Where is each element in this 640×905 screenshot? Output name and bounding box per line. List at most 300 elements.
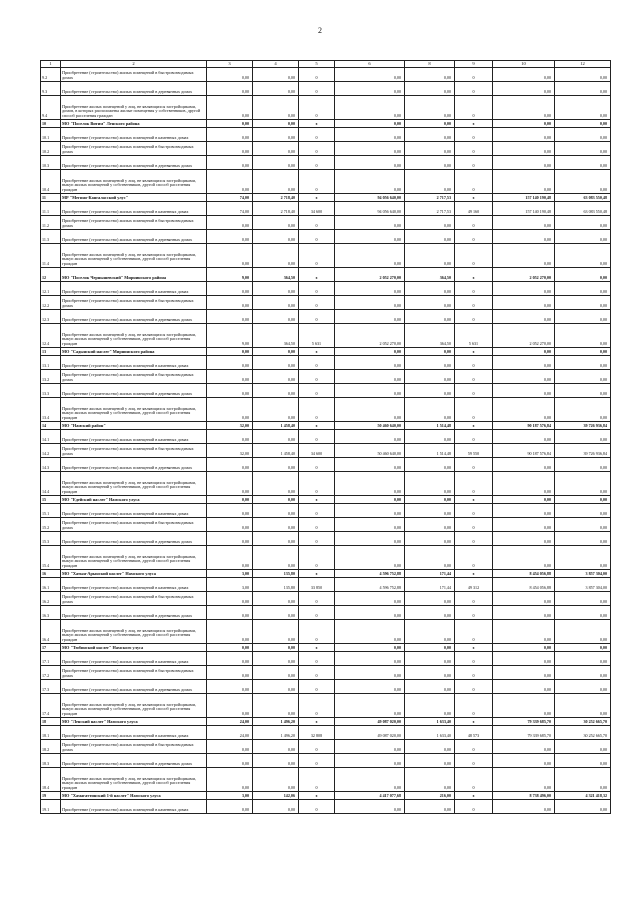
value-cell: 0,00 bbox=[555, 740, 611, 754]
value-cell: 90 187 576,84 bbox=[493, 444, 555, 458]
value-cell: 0 bbox=[299, 282, 335, 296]
value-cell: 0,00 bbox=[493, 620, 555, 644]
description-cell: Приобретение (строительство) жилых помещений в каменных домах bbox=[61, 726, 207, 740]
description-cell: Приобретение (строительство) жилых помещений в каменных домах bbox=[61, 430, 207, 444]
row-number-cell: 19 bbox=[41, 792, 61, 800]
value-cell: 0,00 bbox=[207, 496, 253, 504]
table-row bbox=[41, 170, 611, 194]
value-cell: 0,00 bbox=[253, 128, 299, 142]
value-cell: 0,00 bbox=[555, 268, 611, 282]
value-cell: 364,50 bbox=[253, 324, 299, 348]
value-cell: 0,00 bbox=[555, 592, 611, 606]
value-cell: 0,00 bbox=[405, 532, 455, 546]
value-cell: 0,00 bbox=[253, 348, 299, 356]
row-number-cell: 18.3 bbox=[41, 754, 61, 768]
value-cell: 0,00 bbox=[207, 296, 253, 310]
value-cell: 0,00 bbox=[555, 694, 611, 718]
value-cell: 2 718,40 bbox=[253, 202, 299, 216]
column-number-row bbox=[41, 61, 611, 68]
value-cell: 157 140 190,48 bbox=[493, 194, 555, 202]
description-cell: МО "Хамагаттинский 1-й наслег" Намского улуса bbox=[61, 792, 207, 800]
value-cell: 0,00 bbox=[335, 128, 405, 142]
value-cell: 34 600 bbox=[299, 202, 335, 216]
value-cell: 0,00 bbox=[335, 356, 405, 370]
value-cell: 0 bbox=[455, 170, 493, 194]
value-cell: 49 160 bbox=[455, 202, 493, 216]
value-cell: 0,00 bbox=[493, 310, 555, 324]
value-cell: 0,00 bbox=[335, 170, 405, 194]
value-cell: 4 596 752,88 bbox=[335, 578, 405, 592]
value-cell: 0,00 bbox=[335, 348, 405, 356]
row-number-cell: 18.2 bbox=[41, 740, 61, 754]
row-number-cell: 9.2 bbox=[41, 68, 61, 82]
value-cell: 8 454 056,88 bbox=[493, 578, 555, 592]
value-cell: x bbox=[455, 644, 493, 652]
row-number-cell: 15.1 bbox=[41, 504, 61, 518]
value-cell: 24,00 bbox=[207, 726, 253, 740]
column-number-cell: 4 bbox=[253, 61, 299, 68]
value-cell: 0,00 bbox=[405, 82, 455, 96]
value-cell: x bbox=[455, 792, 493, 800]
value-cell: 0,00 bbox=[207, 142, 253, 156]
value-cell: 0 bbox=[455, 142, 493, 156]
value-cell: 2 052 270,00 bbox=[493, 324, 555, 348]
value-cell: 0,00 bbox=[335, 592, 405, 606]
table-row bbox=[41, 310, 611, 324]
value-cell: 49 087 020,00 bbox=[335, 726, 405, 740]
value-cell: 0,00 bbox=[207, 666, 253, 680]
description-cell: Приобретение (строительство) жилых помещений в каменных домах bbox=[61, 504, 207, 518]
value-cell: 0,00 bbox=[405, 592, 455, 606]
description-cell: Приобретение жилых помещений у лиц, не являющихся застройщиками, выкуп жилых помещений у собственников, другой способ расселения граждан bbox=[61, 472, 207, 496]
value-cell: 0,00 bbox=[253, 142, 299, 156]
value-cell: 0,00 bbox=[253, 282, 299, 296]
value-cell: 0,00 bbox=[253, 504, 299, 518]
table-row bbox=[41, 504, 611, 518]
table-row bbox=[41, 156, 611, 170]
value-cell: 0 bbox=[455, 282, 493, 296]
value-cell: 0,00 bbox=[555, 230, 611, 244]
value-cell: 3,00 bbox=[207, 792, 253, 800]
value-cell: x bbox=[455, 268, 493, 282]
value-cell: 0,00 bbox=[493, 128, 555, 142]
value-cell: 0 bbox=[299, 156, 335, 170]
value-cell: 0,00 bbox=[405, 644, 455, 652]
value-cell: 0,00 bbox=[207, 644, 253, 652]
value-cell: 0 bbox=[455, 620, 493, 644]
row-number-cell: 16.2 bbox=[41, 592, 61, 606]
value-cell: 0,00 bbox=[207, 356, 253, 370]
description-cell: Приобретение (строительство) жилых помещений в каменных домах bbox=[61, 578, 207, 592]
value-cell: 0,00 bbox=[335, 216, 405, 230]
value-cell: 50 460 640,00 bbox=[335, 444, 405, 458]
value-cell: 0,00 bbox=[555, 472, 611, 496]
value-cell: 0 bbox=[455, 532, 493, 546]
row-number-cell: 9.4 bbox=[41, 96, 61, 120]
value-cell: 0,00 bbox=[493, 606, 555, 620]
value-cell: x bbox=[455, 348, 493, 356]
value-cell: 0,00 bbox=[555, 244, 611, 268]
value-cell: 34 600 bbox=[299, 444, 335, 458]
row-number-cell: 11.1 bbox=[41, 202, 61, 216]
value-cell: 63 083 550,48 bbox=[555, 202, 611, 216]
description-cell: Приобретение (строительство) жилых помещений в деревянных домах bbox=[61, 606, 207, 620]
value-cell: 0,00 bbox=[405, 310, 455, 324]
value-cell: 0,00 bbox=[207, 680, 253, 694]
value-cell: 0,00 bbox=[555, 680, 611, 694]
value-cell: 0,00 bbox=[405, 296, 455, 310]
value-cell: 0 bbox=[299, 652, 335, 666]
municipality-row bbox=[41, 120, 611, 128]
value-cell: 0,00 bbox=[335, 472, 405, 496]
value-cell: 0,00 bbox=[493, 244, 555, 268]
value-cell: 0,00 bbox=[493, 496, 555, 504]
row-number-cell: 14.4 bbox=[41, 472, 61, 496]
value-cell: 0,00 bbox=[207, 68, 253, 82]
value-cell: 0,00 bbox=[555, 356, 611, 370]
value-cell: 0,00 bbox=[253, 370, 299, 384]
value-cell: 0,00 bbox=[493, 370, 555, 384]
description-cell: Приобретение (строительство) жилых помещений в быстровозводимых домах bbox=[61, 142, 207, 156]
value-cell: 0 bbox=[455, 96, 493, 120]
value-cell: 0,00 bbox=[405, 740, 455, 754]
row-number-cell: 11.2 bbox=[41, 216, 61, 230]
row-number-cell: 11.3 bbox=[41, 230, 61, 244]
value-cell: 0 bbox=[455, 740, 493, 754]
table-row bbox=[41, 740, 611, 754]
value-cell: 0 bbox=[455, 592, 493, 606]
row-number-cell: 12 bbox=[41, 268, 61, 282]
value-cell: 32,00 bbox=[207, 444, 253, 458]
value-cell: 0 bbox=[299, 740, 335, 754]
value-cell: 0,00 bbox=[207, 606, 253, 620]
value-cell: 0 bbox=[455, 694, 493, 718]
value-cell: 0,00 bbox=[405, 504, 455, 518]
value-cell: 79 339 685,70 bbox=[493, 718, 555, 726]
description-cell: Приобретение (строительство) жилых помещений в каменных домах bbox=[61, 652, 207, 666]
description-cell: Приобретение (строительство) жилых помещений в деревянных домах bbox=[61, 230, 207, 244]
value-cell: 0,00 bbox=[335, 800, 405, 814]
value-cell: 0,00 bbox=[253, 768, 299, 792]
table-row bbox=[41, 546, 611, 570]
value-cell: 0,00 bbox=[405, 546, 455, 570]
value-cell: 0,00 bbox=[405, 694, 455, 718]
value-cell: 0,00 bbox=[405, 384, 455, 398]
value-cell: 39 726 936,84 bbox=[555, 444, 611, 458]
value-cell: 0,00 bbox=[207, 96, 253, 120]
value-cell: 0,00 bbox=[555, 348, 611, 356]
value-cell: 4 321 418,32 bbox=[555, 792, 611, 800]
table-row bbox=[41, 82, 611, 96]
row-number-cell: 14 bbox=[41, 422, 61, 430]
row-number-cell: 10.1 bbox=[41, 128, 61, 142]
value-cell: 1 496,20 bbox=[253, 718, 299, 726]
value-cell: 1 496,20 bbox=[253, 726, 299, 740]
value-cell: 0,00 bbox=[207, 82, 253, 96]
row-number-cell: 10.2 bbox=[41, 142, 61, 156]
value-cell: 9,00 bbox=[207, 268, 253, 282]
value-cell: 0,00 bbox=[555, 370, 611, 384]
value-cell: 0,00 bbox=[207, 740, 253, 754]
value-cell: 0,00 bbox=[555, 398, 611, 422]
value-cell: 0,00 bbox=[493, 120, 555, 128]
description-cell: Приобретение жилых помещений у лиц, не являющихся застройщиками, выкуп жилых помещений у собственников, другой способ расселения граждан bbox=[61, 546, 207, 570]
row-number-cell: 12.2 bbox=[41, 296, 61, 310]
value-cell: 0 bbox=[455, 800, 493, 814]
description-cell: Приобретение жилых помещений у лиц, не являющихся застройщиками, выкуп жилых помещений у собственников, другой способ расселения граждан bbox=[61, 244, 207, 268]
value-cell: 0 bbox=[299, 384, 335, 398]
row-number-cell: 13.4 bbox=[41, 398, 61, 422]
description-cell: Приобретение (строительство) жилых помещений в каменных домах bbox=[61, 800, 207, 814]
value-cell: 0,00 bbox=[335, 142, 405, 156]
value-cell: 0,00 bbox=[335, 532, 405, 546]
table-row bbox=[41, 324, 611, 348]
value-cell: 63 083 550,48 bbox=[555, 194, 611, 202]
description-cell: МО "Ленский наслег" Намского улуса bbox=[61, 718, 207, 726]
value-cell: 0,00 bbox=[335, 430, 405, 444]
value-cell: 0,00 bbox=[405, 800, 455, 814]
value-cell: 0,00 bbox=[493, 694, 555, 718]
value-cell: 0 bbox=[455, 768, 493, 792]
row-number-cell: 16.1 bbox=[41, 578, 61, 592]
value-cell: 0 bbox=[299, 244, 335, 268]
row-number-cell: 12.1 bbox=[41, 282, 61, 296]
value-cell: 0,00 bbox=[207, 244, 253, 268]
value-cell: 0,00 bbox=[253, 592, 299, 606]
value-cell: 0 bbox=[455, 82, 493, 96]
value-cell: 0,00 bbox=[555, 606, 611, 620]
description-cell: Приобретение (строительство) жилых помещений в быстровозводимых домах bbox=[61, 68, 207, 82]
value-cell: 135,80 bbox=[253, 578, 299, 592]
value-cell: 0,00 bbox=[493, 230, 555, 244]
value-cell: 8 454 056,88 bbox=[493, 570, 555, 578]
municipality-row bbox=[41, 422, 611, 430]
value-cell: 0,00 bbox=[493, 458, 555, 472]
value-cell: 0 bbox=[455, 652, 493, 666]
value-cell: 0 bbox=[299, 546, 335, 570]
value-cell: 0,00 bbox=[493, 754, 555, 768]
row-number-cell: 17.1 bbox=[41, 652, 61, 666]
value-cell: 0,00 bbox=[253, 620, 299, 644]
value-cell: 0,00 bbox=[405, 156, 455, 170]
page-number: 2 bbox=[318, 26, 322, 35]
value-cell: 2 052 270,00 bbox=[335, 324, 405, 348]
column-number-cell: 5 bbox=[299, 61, 335, 68]
value-cell: x bbox=[299, 718, 335, 726]
value-cell: 0 bbox=[455, 606, 493, 620]
value-cell: 0,00 bbox=[335, 96, 405, 120]
description-cell: Приобретение (строительство) жилых помещений в быстровозводимых домах bbox=[61, 740, 207, 754]
value-cell: 9,00 bbox=[207, 324, 253, 348]
value-cell: 0 bbox=[299, 128, 335, 142]
description-cell: Приобретение (строительство) жилых помещений в быстровозводимых домах bbox=[61, 296, 207, 310]
description-cell: МО "Садынский наслег" Мирнинского района bbox=[61, 348, 207, 356]
value-cell: 0,00 bbox=[207, 800, 253, 814]
value-cell: 0,00 bbox=[207, 310, 253, 324]
value-cell: x bbox=[299, 348, 335, 356]
value-cell: 171,44 bbox=[405, 578, 455, 592]
table-row bbox=[41, 726, 611, 740]
value-cell: 0 bbox=[299, 170, 335, 194]
value-cell: 0 bbox=[455, 472, 493, 496]
description-cell: Приобретение (строительство) жилых помещений в каменных домах bbox=[61, 282, 207, 296]
description-cell: Приобретение (строительство) жилых помещений в деревянных домах bbox=[61, 754, 207, 768]
value-cell: 0,00 bbox=[253, 518, 299, 532]
value-cell: 0 bbox=[299, 768, 335, 792]
value-cell: 0,00 bbox=[207, 282, 253, 296]
value-cell: 0,00 bbox=[207, 348, 253, 356]
value-cell: 0 bbox=[455, 398, 493, 422]
row-number-cell: 13.3 bbox=[41, 384, 61, 398]
value-cell: 0,00 bbox=[555, 296, 611, 310]
value-cell: 0,00 bbox=[493, 472, 555, 496]
value-cell: 0,00 bbox=[493, 398, 555, 422]
description-cell: Приобретение (строительство) жилых помещений в деревянных домах bbox=[61, 156, 207, 170]
value-cell: 0,00 bbox=[335, 644, 405, 652]
value-cell: 94 056 640,00 bbox=[335, 202, 405, 216]
value-cell: 0,00 bbox=[253, 244, 299, 268]
value-cell: 1 458,40 bbox=[253, 422, 299, 430]
value-cell: 0,00 bbox=[335, 496, 405, 504]
value-cell: 1 514,48 bbox=[405, 422, 455, 430]
value-cell: 90 187 576,84 bbox=[493, 422, 555, 430]
value-cell: 0 bbox=[455, 666, 493, 680]
value-cell: 0,00 bbox=[335, 398, 405, 422]
value-cell: 5 631 bbox=[299, 324, 335, 348]
value-cell: 0,00 bbox=[493, 768, 555, 792]
value-cell: 0,00 bbox=[493, 504, 555, 518]
value-cell: 3,00 bbox=[207, 570, 253, 578]
description-cell: Приобретение жилых помещений у лиц, не являющихся застройщиками, выкуп жилых помещений у собственников, другой способ расселения граждан bbox=[61, 324, 207, 348]
value-cell: 0,00 bbox=[335, 68, 405, 82]
value-cell: 0,00 bbox=[555, 216, 611, 230]
column-number-cell: 6 bbox=[335, 61, 405, 68]
value-cell: 0,00 bbox=[335, 504, 405, 518]
row-number-cell: 13.2 bbox=[41, 370, 61, 384]
value-cell: 0,00 bbox=[335, 296, 405, 310]
description-cell: Приобретение (строительство) жилых помещений в деревянных домах bbox=[61, 82, 207, 96]
value-cell: 0,00 bbox=[335, 458, 405, 472]
value-cell: 0 bbox=[455, 310, 493, 324]
value-cell: 30 252 665,70 bbox=[555, 718, 611, 726]
table-row bbox=[41, 96, 611, 120]
table-row bbox=[41, 694, 611, 718]
value-cell: 0,00 bbox=[335, 620, 405, 644]
table-row bbox=[41, 296, 611, 310]
value-cell: 0,00 bbox=[555, 142, 611, 156]
value-cell: 0,00 bbox=[207, 754, 253, 768]
value-cell: 0,00 bbox=[405, 430, 455, 444]
value-cell: 0,00 bbox=[493, 356, 555, 370]
value-cell: 0,00 bbox=[555, 458, 611, 472]
value-cell: 0,00 bbox=[493, 666, 555, 680]
table-row bbox=[41, 202, 611, 216]
value-cell: 8 738 496,00 bbox=[493, 792, 555, 800]
value-cell: 0,00 bbox=[335, 666, 405, 680]
value-cell: 0 bbox=[299, 532, 335, 546]
value-cell: 0,00 bbox=[555, 170, 611, 194]
description-cell: Приобретение (строительство) жилых помещений в быстровозводимых домах bbox=[61, 518, 207, 532]
description-cell: МО "Поселок Витим" Ленского района bbox=[61, 120, 207, 128]
row-number-cell: 10.3 bbox=[41, 156, 61, 170]
value-cell: 0,00 bbox=[493, 592, 555, 606]
row-number-cell: 10 bbox=[41, 120, 61, 128]
value-cell: 0,00 bbox=[405, 472, 455, 496]
column-number-cell: 2 bbox=[61, 61, 207, 68]
value-cell: 1 458,40 bbox=[253, 444, 299, 458]
value-cell: 0,00 bbox=[207, 592, 253, 606]
description-cell: Приобретение (строительство) жилых помещений в деревянных домах bbox=[61, 384, 207, 398]
value-cell: 32,00 bbox=[207, 422, 253, 430]
row-number-cell: 17.3 bbox=[41, 680, 61, 694]
value-cell: 0,00 bbox=[405, 120, 455, 128]
column-number-cell: 9 bbox=[455, 61, 493, 68]
value-cell: 364,50 bbox=[253, 268, 299, 282]
description-cell: Приобретение (строительство) жилых помещений в деревянных домах bbox=[61, 310, 207, 324]
description-cell: Приобретение (строительство) жилых помещений в быстровозводимых домах bbox=[61, 666, 207, 680]
value-cell: 0,00 bbox=[405, 96, 455, 120]
row-number-cell: 15 bbox=[41, 496, 61, 504]
value-cell: 0,00 bbox=[493, 740, 555, 754]
value-cell: 0,00 bbox=[253, 458, 299, 472]
value-cell: 157 140 190,48 bbox=[493, 202, 555, 216]
value-cell: 0,00 bbox=[555, 620, 611, 644]
table-row bbox=[41, 680, 611, 694]
resettlement-table bbox=[40, 60, 611, 814]
value-cell: 0 bbox=[455, 458, 493, 472]
table-row bbox=[41, 282, 611, 296]
value-cell: 0,00 bbox=[555, 532, 611, 546]
table-row bbox=[41, 230, 611, 244]
value-cell: 0,00 bbox=[207, 546, 253, 570]
column-number-cell: 8 bbox=[405, 61, 455, 68]
value-cell: 0,00 bbox=[555, 120, 611, 128]
value-cell: 0,00 bbox=[253, 652, 299, 666]
value-cell: 0,00 bbox=[253, 546, 299, 570]
row-number-cell: 17.2 bbox=[41, 666, 61, 680]
value-cell: 0 bbox=[455, 68, 493, 82]
row-number-cell: 13 bbox=[41, 348, 61, 356]
value-cell: 0,00 bbox=[555, 384, 611, 398]
value-cell: 0,00 bbox=[493, 546, 555, 570]
table-row bbox=[41, 370, 611, 384]
value-cell: 0,00 bbox=[405, 652, 455, 666]
table-row bbox=[41, 754, 611, 768]
row-number-cell: 12.3 bbox=[41, 310, 61, 324]
value-cell: 0,00 bbox=[335, 680, 405, 694]
value-cell: 0 bbox=[299, 96, 335, 120]
value-cell: 0,00 bbox=[207, 620, 253, 644]
value-cell: 0,00 bbox=[335, 120, 405, 128]
value-cell: 0,00 bbox=[493, 170, 555, 194]
value-cell: 0,00 bbox=[555, 518, 611, 532]
table-row bbox=[41, 472, 611, 496]
value-cell: 0 bbox=[455, 356, 493, 370]
value-cell: 39 726 936,84 bbox=[555, 422, 611, 430]
value-cell: 0,00 bbox=[253, 694, 299, 718]
value-cell: 0 bbox=[455, 754, 493, 768]
table-row bbox=[41, 768, 611, 792]
value-cell: 0,00 bbox=[207, 120, 253, 128]
value-cell: 0,00 bbox=[253, 310, 299, 324]
value-cell: 4 417 077,68 bbox=[335, 792, 405, 800]
value-cell: 0,00 bbox=[335, 370, 405, 384]
value-cell: 59 550 bbox=[455, 444, 493, 458]
value-cell: 79 339 685,70 bbox=[493, 726, 555, 740]
description-cell: Приобретение (строительство) жилых помещений в быстровозводимых домах bbox=[61, 444, 207, 458]
value-cell: 0,00 bbox=[253, 82, 299, 96]
value-cell: 0,00 bbox=[207, 472, 253, 496]
